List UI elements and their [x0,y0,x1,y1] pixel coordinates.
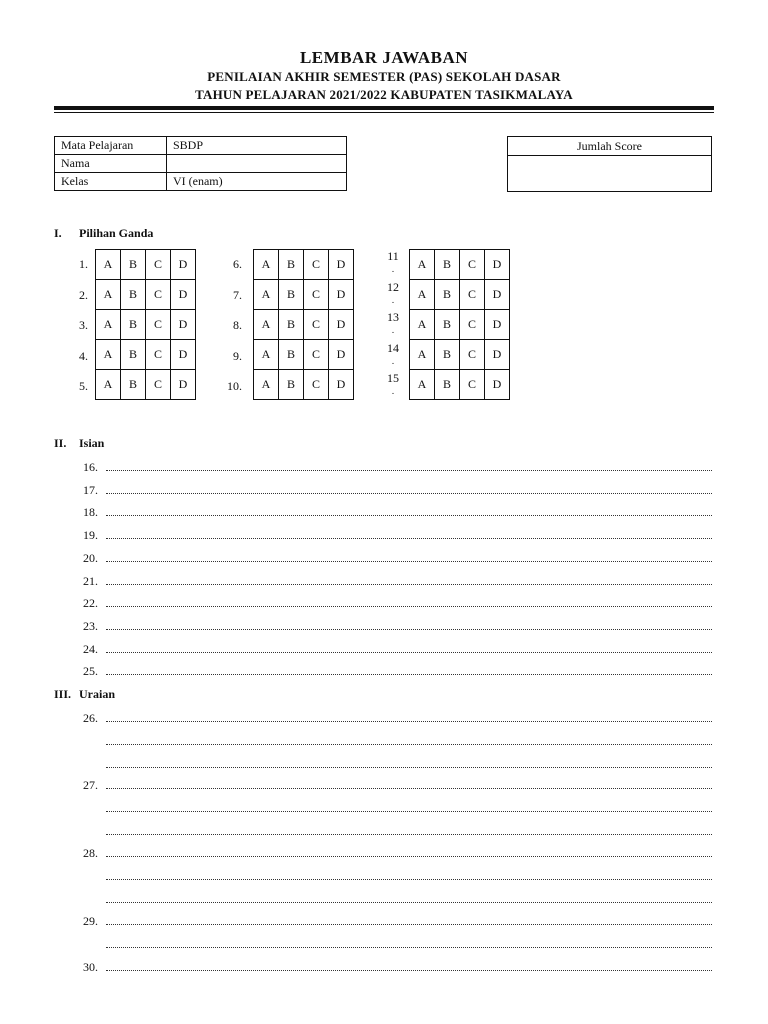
option-cell[interactable]: B [121,280,146,310]
question-number [384,342,402,367]
info-row-subject [55,137,347,155]
dotted-answer-line[interactable] [106,767,712,768]
option-cell[interactable]: C [460,340,485,370]
question-number: 3. [79,318,88,332]
option-cell[interactable]: C [460,250,485,280]
option-cell[interactable]: B [435,340,460,370]
score-label: Jumlah Score [508,137,712,156]
dotted-answer-line[interactable] [106,947,712,948]
dotted-answer-line[interactable] [106,856,712,857]
option-cell[interactable]: B [121,370,146,400]
option-cell[interactable]: D [329,250,354,280]
dotted-answer-line[interactable] [106,970,712,971]
score-box [507,136,712,192]
option-cell[interactable]: B [121,250,146,280]
question-number: 5. [79,379,88,393]
option-cell[interactable]: A [96,250,121,280]
section-multiple-choice [54,226,153,241]
question-number: 20. [83,550,98,565]
option-cell[interactable]: C [304,310,329,340]
answer-grid [253,249,354,400]
option-cell[interactable]: D [485,340,510,370]
student-info-table [54,136,347,191]
answer-line [54,937,714,953]
option-cell[interactable]: A [410,250,435,280]
dotted-answer-line[interactable] [106,470,712,471]
question-number-dot: . [391,264,395,274]
question-number [384,311,402,336]
question-number: 2. [79,287,88,302]
option-cell[interactable]: A [96,310,121,340]
option-cell[interactable]: C [460,310,485,340]
question-number: 24. [83,641,98,656]
option-cell[interactable]: D [171,370,196,400]
question-number: 1. [79,257,88,271]
answer-row [96,340,196,370]
answer-line [54,505,714,521]
option-cell[interactable]: C [304,250,329,280]
info-label: Nama [55,155,167,173]
info-value[interactable]: VI (enam) [167,173,347,191]
info-row-name [55,155,347,173]
sheet-subtitle-2: TAHUN PELAJARAN 2021/2022 KABUPATEN TASIKMALAYA [195,87,573,102]
dotted-answer-line[interactable] [106,606,712,607]
option-cell[interactable]: B [435,370,460,400]
option-cell[interactable]: D [485,250,510,280]
question-number-dot: . [391,325,395,335]
answer-line [54,664,714,680]
option-cell[interactable]: D [485,310,510,340]
question-number-text: 13 [387,310,399,324]
answer-row [410,340,510,370]
dotted-answer-line[interactable] [106,811,712,812]
option-cell[interactable]: B [279,250,304,280]
sheet-title: LEMBAR JAWABAN [299,48,469,67]
answer-row [410,310,510,340]
answer-line [54,619,714,635]
option-cell[interactable]: A [254,310,279,340]
section-number: II. [54,436,67,450]
answer-row [96,280,196,310]
info-row-class [55,173,347,191]
question-number: 16. [83,460,98,474]
option-cell[interactable]: C [460,370,485,400]
option-cell[interactable]: B [435,280,460,310]
answer-line [54,914,714,930]
section-title: Isian [79,436,105,450]
sheet-subtitle-1: PENILAIAN AKHIR SEMESTER (PAS) SEKOLAH DASAR [207,69,561,84]
option-cell[interactable]: A [96,340,121,370]
option-cell[interactable]: D [171,310,196,340]
question-number [384,281,402,306]
question-number-dot: . [391,386,395,396]
question-number-dot: . [391,355,395,366]
question-number: 19. [83,528,98,543]
answer-line [54,757,714,773]
option-cell[interactable]: D [329,310,354,340]
question-number: 25. [83,664,98,679]
option-cell[interactable]: C [146,280,171,310]
question-number: 23. [83,618,98,633]
option-cell[interactable]: A [96,370,121,400]
question-number: 7. [233,287,242,302]
question-number-text: 12 [387,279,399,294]
option-cell[interactable]: C [304,370,329,400]
info-label: Kelas [55,173,167,191]
option-cell[interactable]: B [121,310,146,340]
question-number: 26. [83,711,98,725]
answer-line [54,824,714,840]
answer-line [54,960,714,976]
dotted-answer-line[interactable] [106,515,712,516]
answer-row [96,310,196,340]
option-cell[interactable]: A [410,370,435,400]
answer-line [54,778,714,794]
answer-row [96,370,196,400]
option-cell[interactable]: A [254,250,279,280]
question-number-text: 11 [387,249,399,263]
answer-row [410,370,510,400]
header-rule-thin [54,112,714,113]
question-number-text: 15 [387,371,399,385]
dotted-answer-line[interactable] [106,788,712,789]
option-cell[interactable]: D [485,370,510,400]
question-number: 28. [83,846,98,860]
dotted-answer-line[interactable] [106,834,712,835]
option-cell[interactable]: B [279,370,304,400]
dotted-answer-line[interactable] [106,674,712,675]
question-number: 6. [233,257,242,271]
dotted-answer-line[interactable] [106,744,712,745]
info-label: Mata Pelajaran [55,137,167,155]
answer-row [410,280,510,310]
option-cell[interactable]: C [304,280,329,310]
section-fill-in [54,436,104,451]
info-value[interactable] [167,155,347,173]
question-number: 9. [233,348,242,363]
option-cell[interactable]: A [410,280,435,310]
question-number [384,372,402,397]
dotted-answer-line[interactable] [106,721,712,722]
answer-line [54,892,714,908]
question-number: 30. [83,960,98,974]
dotted-answer-line[interactable] [106,902,712,903]
option-cell[interactable]: B [435,310,460,340]
answer-line [54,596,714,612]
section-title: Uraian [79,687,115,701]
option-cell[interactable]: B [279,280,304,310]
option-cell[interactable]: C [146,310,171,340]
option-cell[interactable]: D [329,280,354,310]
option-cell[interactable]: C [304,340,329,370]
question-number: 18. [83,505,98,520]
question-number: 22. [83,596,98,611]
section-essay [54,687,115,702]
option-cell[interactable]: C [146,370,171,400]
answer-row [96,250,196,280]
question-number: 17. [83,482,98,497]
question-number-dot: . [391,294,395,305]
score-field[interactable] [508,156,712,192]
answer-line [54,801,714,817]
answer-grid [409,249,510,400]
option-cell[interactable]: A [254,280,279,310]
question-number: 21. [83,573,98,588]
answer-line [54,551,714,567]
answer-line [54,574,714,590]
answer-row [254,280,354,310]
dotted-answer-line[interactable] [106,879,712,880]
question-number: 29. [83,914,98,928]
answer-line [54,846,714,862]
answer-line [54,460,714,476]
section-title: Pilihan Ganda [79,226,154,240]
option-cell[interactable]: C [146,250,171,280]
question-number-text: 14 [387,340,399,355]
answer-row [254,250,354,280]
option-cell[interactable]: B [279,340,304,370]
option-cell[interactable]: D [171,250,196,280]
answer-line [54,734,714,750]
info-value[interactable]: SBDP [167,137,347,155]
dotted-answer-line[interactable] [106,652,712,653]
question-number: 8. [233,318,242,332]
answer-row [254,370,354,400]
answer-grid [95,249,196,400]
option-cell[interactable]: A [410,310,435,340]
section-number: III. [54,687,72,701]
dotted-answer-line[interactable] [106,629,712,630]
option-cell[interactable]: B [435,250,460,280]
dotted-answer-line[interactable] [106,493,712,494]
option-cell[interactable]: D [329,370,354,400]
option-cell[interactable]: C [460,280,485,310]
question-number: 27. [83,778,98,792]
question-number: 10. [227,379,242,393]
option-cell[interactable]: A [254,370,279,400]
answer-line [54,711,714,727]
answer-line [54,483,714,499]
option-cell[interactable]: D [485,280,510,310]
answer-row [254,340,354,370]
option-cell[interactable]: A [96,280,121,310]
option-cell[interactable]: D [329,340,354,370]
answer-row [254,310,354,340]
dotted-answer-line[interactable] [106,924,712,925]
dotted-answer-line[interactable] [106,561,712,562]
dotted-answer-line[interactable] [106,584,712,585]
option-cell[interactable]: B [121,340,146,370]
option-cell[interactable]: D [171,340,196,370]
option-cell[interactable]: B [279,310,304,340]
section-number: I. [54,226,62,240]
answer-row [410,250,510,280]
answer-line [54,642,714,658]
option-cell[interactable]: A [410,340,435,370]
header-rule-thick [54,106,714,110]
question-number: 4. [79,348,88,363]
option-cell[interactable]: D [171,280,196,310]
option-cell[interactable]: A [254,340,279,370]
option-cell[interactable]: C [146,340,171,370]
answer-line [54,528,714,544]
dotted-answer-line[interactable] [106,538,712,539]
question-number [384,250,402,275]
answer-line [54,869,714,885]
